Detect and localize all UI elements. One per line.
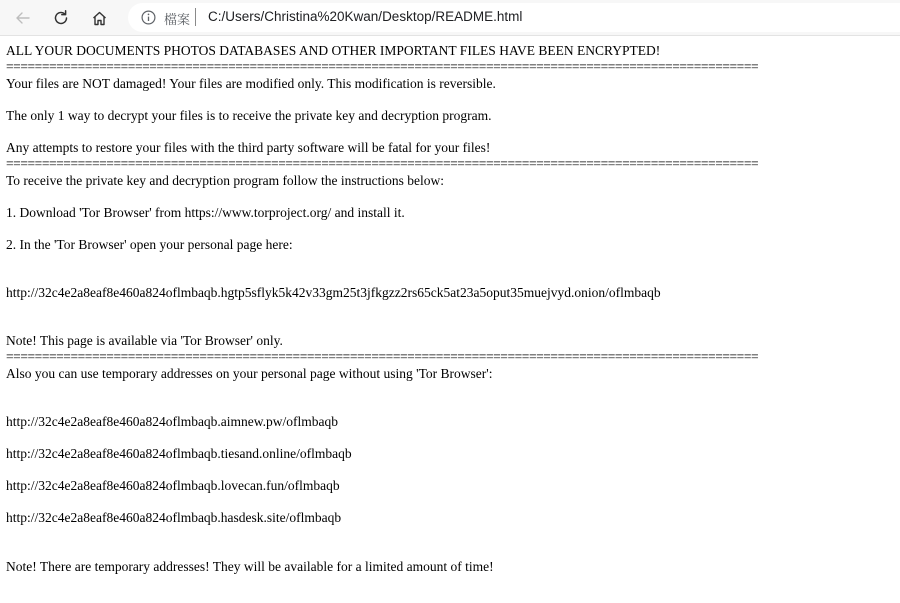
- step-2-text: 2. In the 'Tor Browser' open your personal page here:: [6, 237, 293, 252]
- note-tor-only: Note! This page is available via 'Tor Browser' only.: [6, 333, 283, 348]
- address-scheme-label: 檔案: [164, 12, 191, 27]
- temporary-addresses-intro: Also you can use temporary addresses on your personal page without using 'Tor Browser':: [6, 366, 493, 381]
- separator-line: =========================================================================================================: [6, 349, 759, 364]
- browser-toolbar: [0, 0, 900, 36]
- temporary-url-text: http://32c4e2a8eaf8e460a824oflmbaqb.tiesand.online/oflmbaqb: [6, 446, 352, 461]
- step-1-text: 1. Download 'Tor Browser' from https://www.torproject.org/ and install it.: [6, 205, 405, 220]
- refresh-icon: [52, 9, 70, 27]
- paragraph-only-way: The only 1 way to decrypt your files is to receive the private key and decryption program.: [6, 108, 492, 123]
- paragraph-attempts-warning: Any attempts to restore your files with the third party software will be fatal for your files!: [6, 140, 491, 155]
- instructions-intro: To receive the private key and decryption program follow the instructions below:: [6, 173, 445, 188]
- note-temporary-addresses: Note! There are temporary addresses! They will be available for a limited amount of time!: [6, 559, 494, 574]
- separator-line: =========================================================================================================: [6, 59, 759, 74]
- onion-url-text: http://32c4e2a8eaf8e460a824oflmbaqb.hgtp5sflyk5k42v33gm25t3jfkgzz2rs65ck5at23a5oput35muejvyd.onion/oflmbaqb: [6, 285, 661, 300]
- home-icon: [91, 10, 108, 27]
- back-arrow-icon: [15, 10, 31, 26]
- separator-line: =========================================================================================================: [6, 156, 759, 171]
- refresh-button[interactable]: [47, 4, 75, 32]
- back-button[interactable]: [9, 4, 37, 32]
- home-button[interactable]: [85, 4, 113, 32]
- address-url[interactable]: C:/Users/Christina%20Kwan/Desktop/README.html: [208, 9, 523, 24]
- temporary-url-text: http://32c4e2a8eaf8e460a824oflmbaqb.lovecan.fun/oflmbaqb: [6, 478, 340, 493]
- temporary-url-text: http://32c4e2a8eaf8e460a824oflmbaqb.aimnew.pw/oflmbaqb: [6, 414, 339, 429]
- temporary-url-text: http://32c4e2a8eaf8e460a824oflmbaqb.hasdesk.site/oflmbaqb: [6, 510, 342, 525]
- paragraph-files-not-damaged: Your files are NOT damaged! Your files are modified only. This modification is reversible.: [6, 76, 496, 91]
- address-divider: [195, 8, 196, 26]
- page-title: ALL YOUR DOCUMENTS PHOTOS DATABASES AND OTHER IMPORTANT FILES HAVE BEEN ENCRYPTED!: [6, 43, 661, 58]
- address-bar[interactable]: [128, 3, 900, 32]
- info-icon[interactable]: [141, 10, 156, 25]
